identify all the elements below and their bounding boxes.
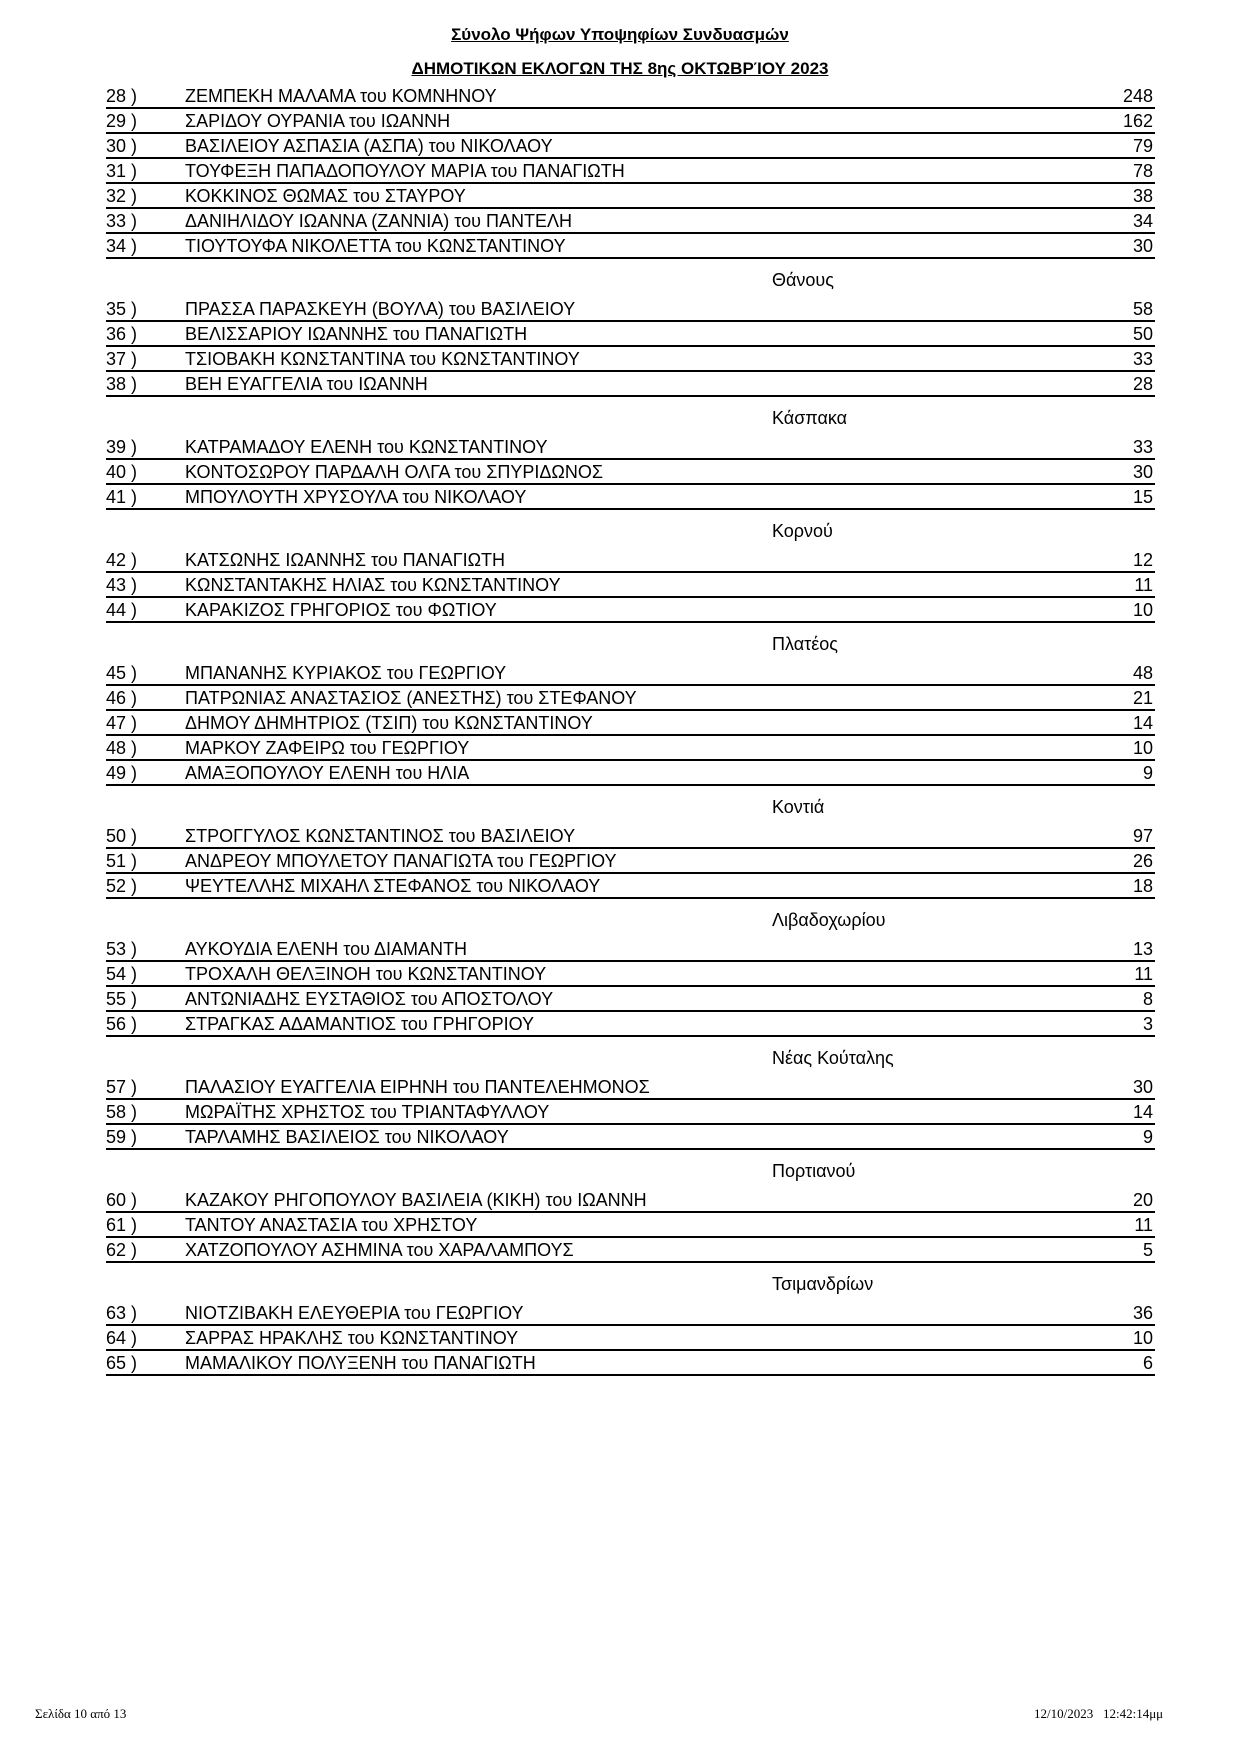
candidate-votes: 18 xyxy=(1132,876,1153,896)
area-name: Πορτιανού xyxy=(772,1161,856,1181)
area-name: Θάνους xyxy=(772,270,834,290)
candidate-row xyxy=(106,849,1155,874)
area-group xyxy=(0,397,1240,510)
candidate-name: ΤΣΙΟΒΑΚΗ ΚΩΝΣΤΑΝΤΙΝΑ του ΚΩΝΣΤΑΝΤΙΝΟΥ xyxy=(185,349,580,369)
area-group xyxy=(0,1263,1240,1376)
area-name: Πλατέος xyxy=(772,634,838,654)
candidate-votes: 30 xyxy=(1132,1077,1153,1097)
area-header xyxy=(0,623,1240,661)
candidate-name: ΚΩΝΣΤΑΝΤΑΚΗΣ ΗΛΙΑΣ του ΚΩΝΣΤΑΝΤΙΝΟΥ xyxy=(185,575,561,595)
candidate-row xyxy=(106,1075,1155,1100)
candidate-name: ΠΡΑΣΣΑ ΠΑΡΑΣΚΕΥΗ (ΒΟΥΛΑ) του ΒΑΣΙΛΕΙΟΥ xyxy=(185,299,576,319)
candidate-row xyxy=(106,234,1155,259)
candidate-row xyxy=(106,548,1155,573)
candidate-name: ΚΑΖΑΚΟΥ ΡΗΓΟΠΟΥΛΟΥ ΒΑΣΙΛΕΙΑ (ΚΙΚΗ) του ΙΩΑΝΝΗ xyxy=(185,1190,647,1210)
candidate-row xyxy=(106,322,1155,347)
candidate-votes: 26 xyxy=(1132,851,1153,871)
candidate-row xyxy=(106,598,1155,623)
candidate-number: 59 ) xyxy=(106,1127,138,1147)
candidate-row xyxy=(106,686,1155,711)
candidate-row xyxy=(106,1100,1155,1125)
candidate-votes: 78 xyxy=(1132,161,1153,181)
area-group xyxy=(0,510,1240,623)
candidate-votes: 11 xyxy=(1134,575,1153,595)
candidate-number: 35 ) xyxy=(106,299,138,319)
candidate-votes: 38 xyxy=(1132,186,1153,206)
candidate-row xyxy=(106,937,1155,962)
candidate-number: 60 ) xyxy=(106,1190,138,1210)
candidate-votes: 30 xyxy=(1132,236,1153,256)
candidate-votes: 36 xyxy=(1132,1303,1153,1323)
candidate-number: 57 ) xyxy=(106,1077,138,1097)
candidate-number: 51 ) xyxy=(106,851,138,871)
area-header xyxy=(0,1150,1240,1188)
candidate-row xyxy=(106,460,1155,485)
candidate-number: 48 ) xyxy=(106,738,138,758)
candidate-votes: 3 xyxy=(1142,1014,1153,1034)
area-header xyxy=(0,259,1240,297)
candidate-votes: 30 xyxy=(1132,462,1153,482)
candidate-row xyxy=(106,661,1155,686)
candidate-name: ΒΑΣΙΛΕΙΟΥ ΑΣΠΑΣΙΑ (ΑΣΠΑ) του ΝΙΚΟΛΑΟΥ xyxy=(185,136,553,156)
candidate-name: ΜΠΑΝΑΝΗΣ ΚΥΡΙΑΚΟΣ του ΓΕΩΡΓΙΟΥ xyxy=(185,663,507,683)
candidate-row xyxy=(106,573,1155,598)
candidate-row xyxy=(106,435,1155,460)
candidate-number: 37 ) xyxy=(106,349,138,369)
candidate-number: 54 ) xyxy=(106,964,138,984)
candidate-votes: 162 xyxy=(1122,111,1153,131)
candidate-name: ΣΤΡΟΓΓΥΛΟΣ ΚΩΝΣΤΑΝΤΙΝΟΣ του ΒΑΣΙΛΕΙΟΥ xyxy=(185,826,576,846)
candidate-name: ΑΥΚΟΥΔΙΑ ΕΛΕΝΗ του ΔΙΑΜΑΝΤΗ xyxy=(185,939,468,959)
candidate-row xyxy=(106,134,1155,159)
candidate-number: 28 ) xyxy=(106,86,138,106)
candidate-votes: 11 xyxy=(1134,964,1153,984)
area-group xyxy=(0,84,1240,259)
area-header xyxy=(0,1037,1240,1075)
candidate-name: ΠΑΛΑΣΙΟΥ ΕΥΑΓΓΕΛΙΑ ΕΙΡΗΝΗ του ΠΑΝΤΕΛΕΗΜΟΝΟΣ xyxy=(185,1077,650,1097)
candidate-votes: 97 xyxy=(1132,826,1153,846)
print-date: 12/10/2023 xyxy=(1034,1706,1094,1721)
candidate-name: ΑΝΤΩΝΙΑΔΗΣ ΕΥΣΤΑΘΙΟΣ του ΑΠΟΣΤΟΛΟΥ xyxy=(185,989,554,1009)
candidate-number: 49 ) xyxy=(106,763,138,783)
candidate-votes: 10 xyxy=(1132,1328,1153,1348)
candidate-votes: 21 xyxy=(1132,688,1153,708)
area-name: Νέας Κούταλης xyxy=(772,1048,894,1068)
page-subtitle: ΔΗΜΟΤΙΚΩΝ ΕΚΛΟΓΩΝ ΤΗΣ 8ης ΟΚΤΩΒΡΊΟΥ 2023 xyxy=(411,59,829,78)
candidate-name: ΖΕΜΠΕΚΗ ΜΑΛΑΜΑ του ΚΟΜΝΗΝΟΥ xyxy=(185,86,497,106)
area-group xyxy=(0,786,1240,899)
candidate-votes: 15 xyxy=(1132,487,1153,507)
candidate-number: 30 ) xyxy=(106,136,138,156)
area-header xyxy=(0,1263,1240,1301)
candidate-votes: 248 xyxy=(1122,86,1153,106)
candidate-name: ΣΤΡΑΓΚΑΣ ΑΔΑΜΑΝΤΙΟΣ του ΓΡΗΓΟΡΙΟΥ xyxy=(185,1014,534,1034)
candidate-number: 62 ) xyxy=(106,1240,138,1260)
candidate-votes: 14 xyxy=(1132,1102,1153,1122)
area-name: Τσιμανδρίων xyxy=(772,1274,874,1294)
candidate-name: ΤΑΡΛΑΜΗΣ ΒΑΣΙΛΕΙΟΣ του ΝΙΚΟΛΑΟΥ xyxy=(185,1127,509,1147)
candidate-number: 50 ) xyxy=(106,826,138,846)
candidate-number: 41 ) xyxy=(106,487,138,507)
candidate-votes: 5 xyxy=(1142,1240,1153,1260)
candidate-row xyxy=(106,159,1155,184)
candidate-number: 63 ) xyxy=(106,1303,138,1323)
candidate-number: 34 ) xyxy=(106,236,138,256)
candidate-number: 65 ) xyxy=(106,1353,138,1373)
candidate-votes: 33 xyxy=(1132,437,1153,457)
candidate-number: 36 ) xyxy=(106,324,138,344)
candidate-row xyxy=(106,711,1155,736)
candidate-row xyxy=(106,736,1155,761)
candidate-name: ΑΜΑΞΟΠΟΥΛΟΥ ΕΛΕΝΗ του ΗΛΙΑ xyxy=(185,763,470,783)
results-list xyxy=(0,84,1240,1376)
candidate-row xyxy=(106,297,1155,322)
candidate-votes: 33 xyxy=(1132,349,1153,369)
candidate-number: 45 ) xyxy=(106,663,138,683)
area-name: Κοντιά xyxy=(772,797,825,817)
candidate-name: ΨΕΥΤΕΛΛΗΣ ΜΙΧΑΗΛ ΣΤΕΦΑΝΟΣ του ΝΙΚΟΛΑΟΥ xyxy=(185,876,601,896)
candidate-name: ΚΑΤΣΩΝΗΣ ΙΩΑΝΝΗΣ του ΠΑΝΑΓΙΩΤΗ xyxy=(185,550,506,570)
candidate-number: 31 ) xyxy=(106,161,138,181)
candidate-name: ΤΡΟΧΑΛΗ ΘΕΛΞΙΝΟΗ του ΚΩΝΣΤΑΝΤΙΝΟΥ xyxy=(185,964,547,984)
print-time: 12:42:14μμ xyxy=(1102,1706,1164,1721)
area-group xyxy=(0,1037,1240,1150)
candidate-name: ΣΑΡΡΑΣ ΗΡΑΚΛΗΣ του ΚΩΝΣΤΑΝΤΙΝΟΥ xyxy=(185,1328,519,1348)
candidate-votes: 11 xyxy=(1134,1215,1153,1235)
candidate-number: 43 ) xyxy=(106,575,138,595)
area-group xyxy=(0,623,1240,786)
candidate-name: ΠΑΤΡΩΝΙΑΣ ΑΝΑΣΤΑΣΙΟΣ (ΑΝΕΣΤΗΣ) του ΣΤΕΦΑΝΟΥ xyxy=(185,688,637,708)
candidate-name: ΑΝΔΡΕΟΥ ΜΠΟΥΛΕΤΟΥ ΠΑΝΑΓΙΩΤΑ του ΓΕΩΡΓΙΟΥ xyxy=(185,851,617,871)
candidate-number: 33 ) xyxy=(106,211,138,231)
area-header xyxy=(0,397,1240,435)
candidate-number: 39 ) xyxy=(106,437,138,457)
candidate-row xyxy=(106,761,1155,786)
candidate-name: ΜΩΡΑΪΤΗΣ ΧΡΗΣΤΟΣ του ΤΡΙΑΝΤΑΦΥΛΛΟΥ xyxy=(185,1102,550,1122)
candidate-votes: 12 xyxy=(1132,550,1153,570)
candidate-row xyxy=(106,109,1155,134)
candidate-row xyxy=(106,874,1155,899)
area-header xyxy=(0,510,1240,548)
candidate-name: ΚΟΚΚΙΝΟΣ ΘΩΜΑΣ του ΣΤΑΥΡΟΥ xyxy=(185,186,466,206)
candidate-name: ΤΟΥΦΕΞΗ ΠΑΠΑΔΟΠΟΥΛΟΥ ΜΑΡΙΑ του ΠΑΝΑΓΙΩΤΗ xyxy=(185,161,625,181)
candidate-row xyxy=(106,209,1155,234)
candidate-votes: 50 xyxy=(1132,324,1153,344)
candidate-row xyxy=(106,84,1155,109)
candidate-name: ΜΠΟΥΛΟΥΤΗ ΧΡΥΣΟΥΛΑ του ΝΙΚΟΛΑΟΥ xyxy=(185,487,527,507)
candidate-votes: 6 xyxy=(1142,1353,1153,1373)
candidate-name: ΔΑΝΙΗΛΙΔΟΥ ΙΩΑΝΝΑ (ΖΑΝΝΙΑ) του ΠΑΝΤΕΛΗ xyxy=(185,211,573,231)
area-name: Λιβαδοχωρίου xyxy=(772,910,886,930)
candidate-name: ΚΑΤΡΑΜΑΔΟΥ ΕΛΕΝΗ του ΚΩΝΣΤΑΝΤΙΝΟΥ xyxy=(185,437,548,457)
candidate-name: ΒΕΗ ΕΥΑΓΓΕΛΙΑ του ΙΩΑΝΝΗ xyxy=(185,374,428,394)
candidate-number: 53 ) xyxy=(106,939,138,959)
area-name: Κορνού xyxy=(772,521,833,541)
page-number: Σελίδα 10 από 13 xyxy=(35,1706,127,1721)
candidate-votes: 28 xyxy=(1132,374,1153,394)
candidate-number: 42 ) xyxy=(106,550,138,570)
page-title: Σύνολο Ψήφων Υποψηφίων Συνδυασμών xyxy=(451,25,789,44)
area-header xyxy=(0,786,1240,824)
candidate-name: ΤΑΝΤΟΥ ΑΝΑΣΤΑΣΙΑ του ΧΡΗΣΤΟΥ xyxy=(185,1215,478,1235)
candidate-row xyxy=(106,1125,1155,1150)
candidate-row xyxy=(106,1012,1155,1037)
candidate-number: 44 ) xyxy=(106,600,138,620)
candidate-row xyxy=(106,372,1155,397)
candidate-name: ΧΑΤΖΟΠΟΥΛΟΥ ΑΣΗΜΙΝΑ του ΧΑΡΑΛΑΜΠΟΥΣ xyxy=(185,1240,574,1260)
candidate-number: 52 ) xyxy=(106,876,138,896)
candidate-votes: 10 xyxy=(1132,600,1153,620)
candidate-row xyxy=(106,184,1155,209)
candidate-row xyxy=(106,347,1155,372)
candidate-name: ΣΑΡΙΔΟΥ ΟΥΡΑΝΙΑ του ΙΩΑΝΝΗ xyxy=(185,111,451,131)
candidate-name: ΝΙΟΤΖΙΒΑΚΗ ΕΛΕΥΘΕΡΙΑ του ΓΕΩΡΓΙΟΥ xyxy=(185,1303,524,1323)
area-group xyxy=(0,899,1240,1037)
candidate-name: ΚΟΝΤΟΣΩΡΟΥ ΠΑΡΔΑΛΗ ΟΛΓΑ του ΣΠΥΡΙΔΩΝΟΣ xyxy=(185,462,603,482)
candidate-row xyxy=(106,962,1155,987)
candidate-row xyxy=(106,824,1155,849)
candidate-row xyxy=(106,1326,1155,1351)
candidate-name: ΤΙΟΥΤΟΥΦΑ ΝΙΚΟΛΕΤΤΑ του ΚΩΝΣΤΑΝΤΙΝΟΥ xyxy=(185,236,566,256)
area-group xyxy=(0,1150,1240,1263)
candidate-number: 32 ) xyxy=(106,186,138,206)
candidate-votes: 10 xyxy=(1132,738,1153,758)
candidate-number: 47 ) xyxy=(106,713,138,733)
candidate-row xyxy=(106,1213,1155,1238)
candidate-votes: 13 xyxy=(1132,939,1153,959)
candidate-number: 64 ) xyxy=(106,1328,138,1348)
candidate-number: 61 ) xyxy=(106,1215,138,1235)
candidate-number: 38 ) xyxy=(106,374,138,394)
candidate-votes: 58 xyxy=(1132,299,1153,319)
candidate-votes: 9 xyxy=(1142,763,1153,783)
candidate-number: 29 ) xyxy=(106,111,138,131)
area-name: Κάσπακα xyxy=(772,408,848,428)
area-group xyxy=(0,259,1240,397)
candidate-row xyxy=(106,485,1155,510)
candidate-row xyxy=(106,987,1155,1012)
candidate-row xyxy=(106,1351,1155,1376)
candidate-row xyxy=(106,1188,1155,1213)
candidate-votes: 48 xyxy=(1132,663,1153,683)
candidate-row xyxy=(106,1238,1155,1263)
candidate-votes: 34 xyxy=(1132,211,1153,231)
candidate-votes: 79 xyxy=(1132,136,1153,156)
candidate-number: 40 ) xyxy=(106,462,138,482)
candidate-number: 55 ) xyxy=(106,989,138,1009)
candidate-name: ΔΗΜΟΥ ΔΗΜΗΤΡΙΟΣ (ΤΣΙΠ) του ΚΩΝΣΤΑΝΤΙΝΟΥ xyxy=(185,713,593,733)
print-timestamp xyxy=(1034,1706,1163,1722)
candidate-votes: 8 xyxy=(1142,989,1153,1009)
candidate-name: ΒΕΛΙΣΣΑΡΙΟΥ ΙΩΑΝΝΗΣ του ΠΑΝΑΓΙΩΤΗ xyxy=(185,324,528,344)
candidate-votes: 9 xyxy=(1142,1127,1153,1147)
area-header xyxy=(0,899,1240,937)
candidate-row xyxy=(106,1301,1155,1326)
candidate-votes: 20 xyxy=(1132,1190,1153,1210)
candidate-name: ΜΑΜΑΛΙΚΟΥ ΠΟΛΥΞΕΝΗ του ΠΑΝΑΓΙΩΤΗ xyxy=(185,1353,536,1373)
candidate-name: ΚΑΡΑΚΙΖΟΣ ΓΡΗΓΟΡΙΟΣ του ΦΩΤΙΟΥ xyxy=(185,600,497,620)
candidate-name: ΜΑΡΚΟΥ ΖΑΦΕΙΡΩ του ΓΕΩΡΓΙΟΥ xyxy=(185,738,470,758)
candidate-number: 58 ) xyxy=(106,1102,138,1122)
candidate-number: 46 ) xyxy=(106,688,138,708)
candidate-number: 56 ) xyxy=(106,1014,138,1034)
candidate-votes: 14 xyxy=(1132,713,1153,733)
